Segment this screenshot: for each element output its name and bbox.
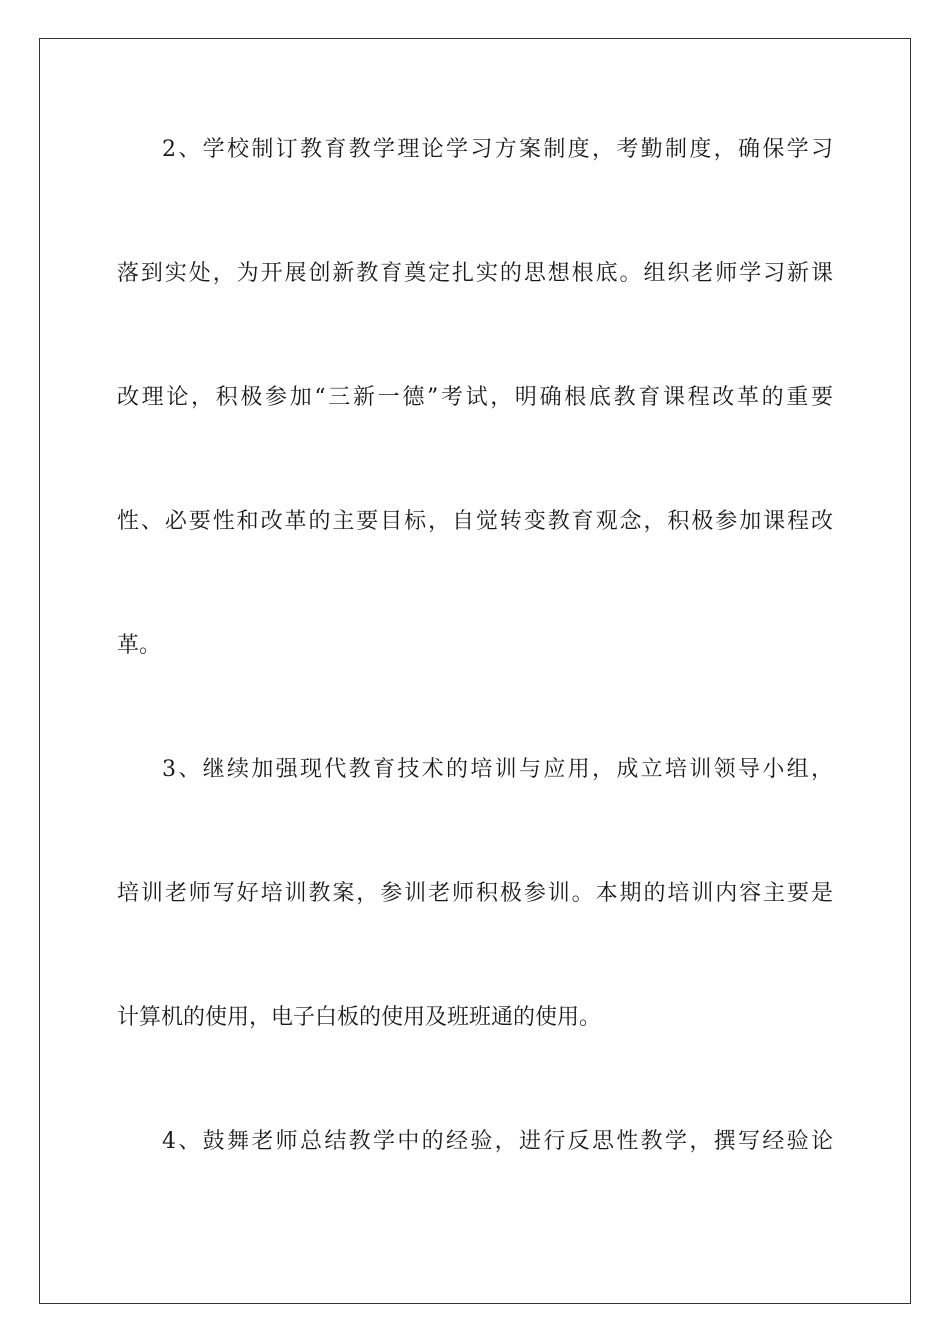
paragraph-3-line-1: 3、继续加强现代教育技术的培训与应用，成立培训领导小组， [162,757,833,782]
paragraph-3-line-2: 培训老师写好培训教案，参训老师积极参训。本期的培训内容主要是 [117,881,833,906]
paragraph-2-line-1: 2、学校制订教育教学理论学习方案制度，考勤制度，确保学习 [162,137,833,162]
paragraph-2-line-2: 落到实处，为开展创新教育奠定扎实的思想根底。组织老师学习新课 [117,261,833,286]
paragraph-2-line-5: 革。 [117,633,162,658]
page-border [39,38,911,1304]
paragraph-3-line-3: 计算机的使用，电子白板的使用及班班通的使用。 [117,1005,602,1030]
paragraph-2-line-3: 改理论，积极参加“三新一德”考试，明确根底教育课程改革的重要 [117,385,833,410]
paragraph-2-line-4: 性、必要性和改革的主要目标，自觉转变教育观念，积极参加课程改 [117,509,833,534]
paragraph-4-line-1: 4、鼓舞老师总结教学中的经验，进行反思性教学，撰写经验论 [162,1129,833,1154]
